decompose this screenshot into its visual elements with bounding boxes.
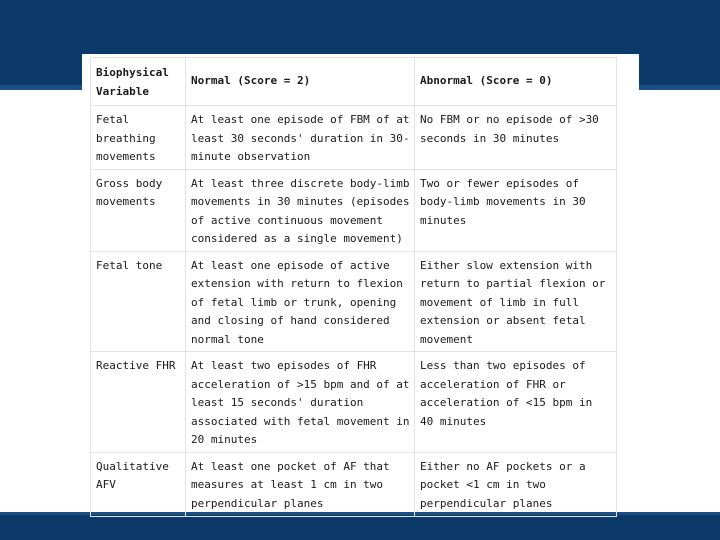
cell-variable: Gross body movements: [91, 169, 186, 251]
cell-normal: At least three discrete body-limb movements in 30 minutes (episodes of active continuous movement considered as a single movement): [186, 169, 415, 251]
cell-normal: At least one episode of FBM of at least 30 seconds' duration in 30-minute observation: [186, 106, 415, 170]
cell-normal: At least one episode of active extension with return to flexion of fetal limb or trunk, opening and closing of hand considered normal tone: [186, 251, 415, 352]
cell-abnormal: Either no AF pockets or a pocket <1 cm in two perpendicular planes: [415, 452, 617, 516]
table-header-row: [91, 58, 617, 106]
header-abnormal: Abnormal (Score = 0): [415, 58, 617, 106]
cell-normal: At least one pocket of AF that measures at least 1 cm in two perpendicular planes: [186, 452, 415, 516]
cell-variable: Reactive FHR: [91, 352, 186, 453]
table-row: [91, 106, 617, 170]
cell-variable: Fetal breathing movements: [91, 106, 186, 170]
table-row: [91, 452, 617, 516]
table-row: [91, 352, 617, 453]
cell-abnormal: Less than two episodes of acceleration of FHR or acceleration of <15 bpm in 40 minutes: [415, 352, 617, 453]
biophysical-profile-table: [90, 57, 617, 517]
header-normal: Normal (Score = 2): [186, 58, 415, 106]
cell-variable: Qualitative AFV: [91, 452, 186, 516]
cell-variable: Fetal tone: [91, 251, 186, 352]
cell-normal: At least two episodes of FHR acceleration of >15 bpm and of at least 15 seconds' duration associated with fetal movement in 20 minutes: [186, 352, 415, 453]
table-row: [91, 169, 617, 251]
cell-abnormal: Either slow extension with return to partial flexion or movement of limb in full extension or absent fetal movement: [415, 251, 617, 352]
cell-abnormal: Two or fewer episodes of body-limb movements in 30 minutes: [415, 169, 617, 251]
table-row: [91, 251, 617, 352]
header-variable: Biophysical Variable: [91, 58, 186, 106]
cell-abnormal: No FBM or no episode of >30 seconds in 30 minutes: [415, 106, 617, 170]
